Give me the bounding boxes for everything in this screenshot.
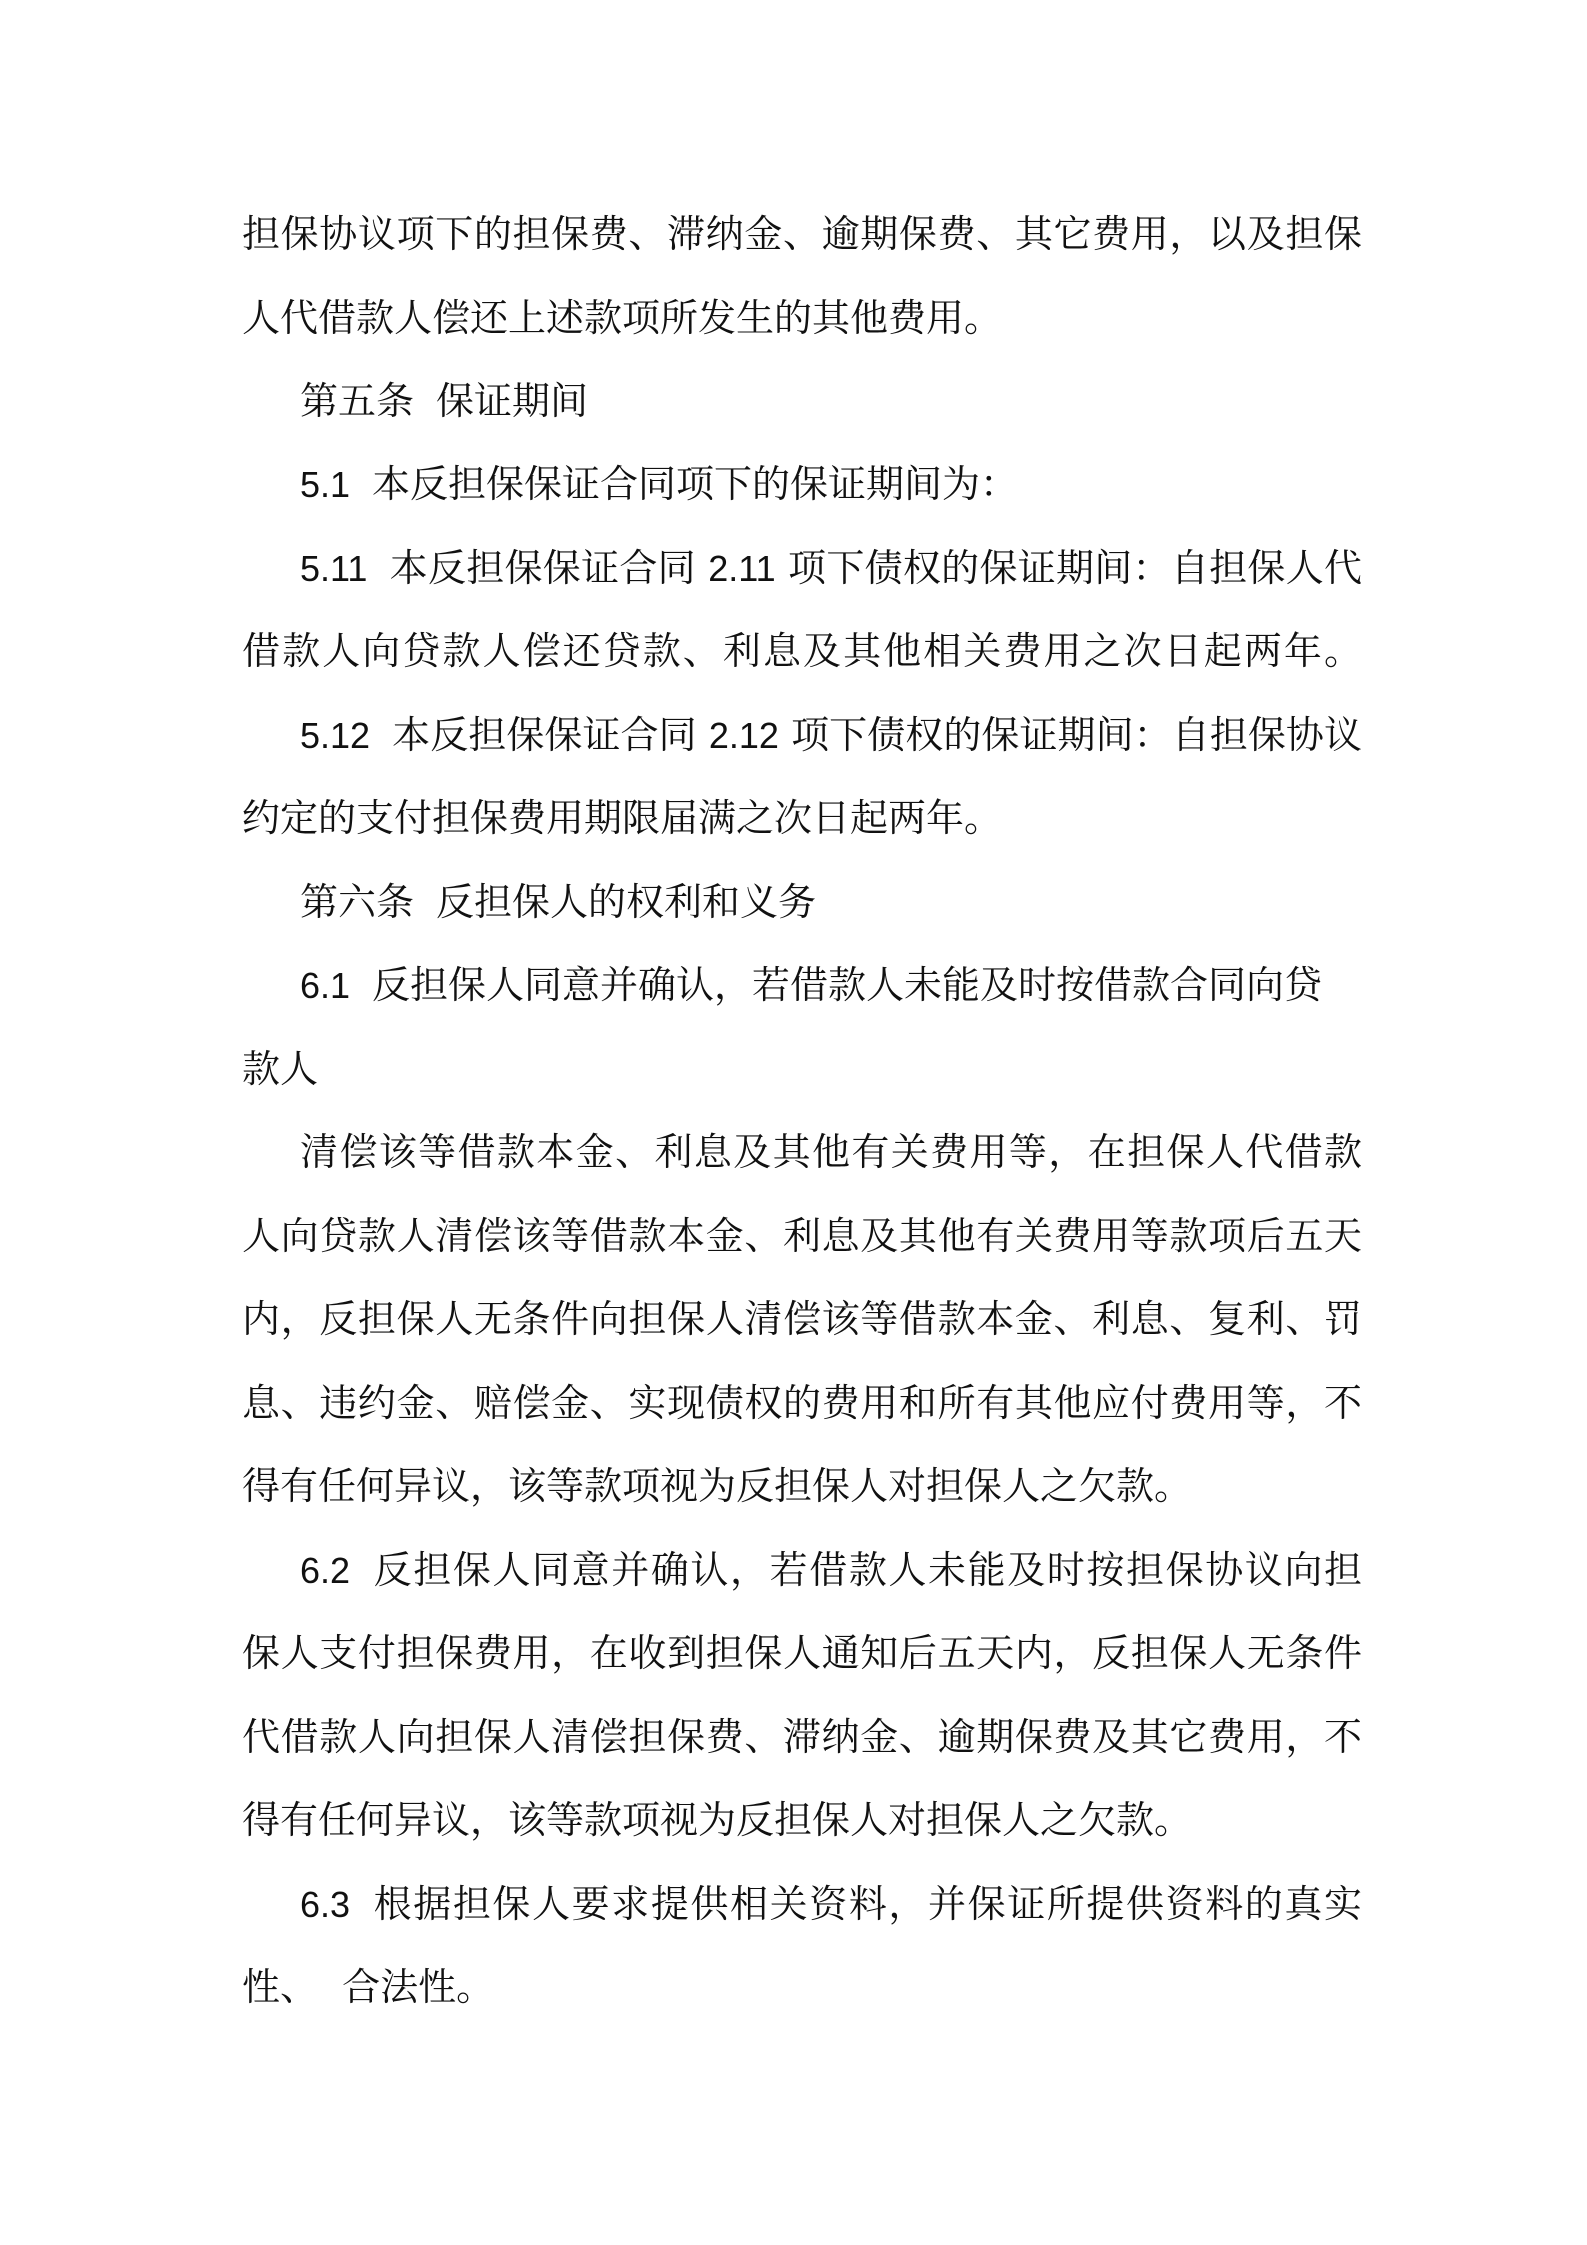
paragraph-line: 担保协议项下的担保费、滞纳金、逾期保费、其它费用，以及担保 <box>242 212 1362 256</box>
clause-text: 反担保人同意并确认，若借款人未能及时按担保协议向担 <box>372 1548 1362 1592</box>
paragraph-line: 得有任何异议，该等款项视为反担保人对担保人之欠款。 <box>242 1464 1193 1508</box>
paragraph-line: 保人支付担保费用，在收到担保人通知后五天内，反担保人无条件 <box>242 1631 1362 1675</box>
clause-reference: 2.12 <box>708 715 779 756</box>
article-5-heading <box>300 371 1362 431</box>
clause-text: 项下债权的保证期间：自担保人代 <box>788 546 1362 590</box>
clause-text: 本反担保保证合同 <box>392 713 697 757</box>
paragraph-line: 借款人向贷款人偿还贷款、利息及其他相关费用之次日起两年。 <box>242 629 1362 673</box>
paragraph-line: 性、 合法性。 <box>242 1965 495 2009</box>
clause-number: 5.11 <box>300 548 368 589</box>
article-number: 第五条 <box>300 379 415 423</box>
clause-number: 6.1 <box>300 965 351 1006</box>
clause-text: 本反担保保证合同项下的保证期间为： <box>372 462 1019 506</box>
clause-number: 6.2 <box>300 1550 351 1591</box>
article-title: 保证期间 <box>436 379 589 423</box>
paragraph-line: 清偿该等借款本金、利息及其他有关费用等，在担保人代借款 <box>300 1130 1362 1174</box>
paragraph-line: 款人 <box>242 1047 319 1091</box>
clause-5-11-line <box>300 538 1362 598</box>
clause-5-12-line <box>300 705 1362 765</box>
clause-6-3-line <box>300 1874 1362 1934</box>
clause-5-1 <box>300 454 1362 514</box>
clause-text: 根据担保人要求提供相关资料，并保证所提供资料的真实 <box>372 1882 1362 1926</box>
paragraph-line: 得有任何异议，该等款项视为反担保人对担保人之欠款。 <box>242 1798 1193 1842</box>
paragraph-line: 内，反担保人无条件向担保人清偿该等借款本金、利息、复利、罚 <box>242 1297 1362 1341</box>
clause-text: 项下债权的保证期间：自担保协议 <box>791 713 1362 757</box>
article-title: 反担保人的权利和义务 <box>436 880 817 924</box>
clause-6-2-line <box>300 1540 1362 1600</box>
clause-text: 本反担保保证合同 <box>389 546 696 590</box>
article-6-heading <box>300 872 1362 932</box>
clause-reference: 2.11 <box>708 548 776 589</box>
clause-text: 反担保人同意并确认，若借款人未能及时按借款合同向贷 <box>372 963 1323 1007</box>
paragraph-line: 人代借款人偿还上述款项所发生的其他费用。 <box>242 296 1003 340</box>
clause-6-1-line <box>300 955 1362 1015</box>
paragraph-line: 代借款人向担保人清偿担保费、滞纳金、逾期保费及其它费用，不 <box>242 1715 1362 1759</box>
article-number: 第六条 <box>300 880 415 924</box>
clause-number: 6.3 <box>300 1884 351 1925</box>
paragraph-line: 约定的支付担保费用期限届满之次日起两年。 <box>242 796 1003 840</box>
paragraph-line: 人向贷款人清偿该等借款本金、利息及其他有关费用等款项后五天 <box>242 1214 1362 1258</box>
clause-number: 5.1 <box>300 464 351 505</box>
paragraph-line: 息、违约金、赔偿金、实现债权的费用和所有其他应付费用等，不 <box>242 1381 1362 1425</box>
clause-number: 5.12 <box>300 715 371 756</box>
